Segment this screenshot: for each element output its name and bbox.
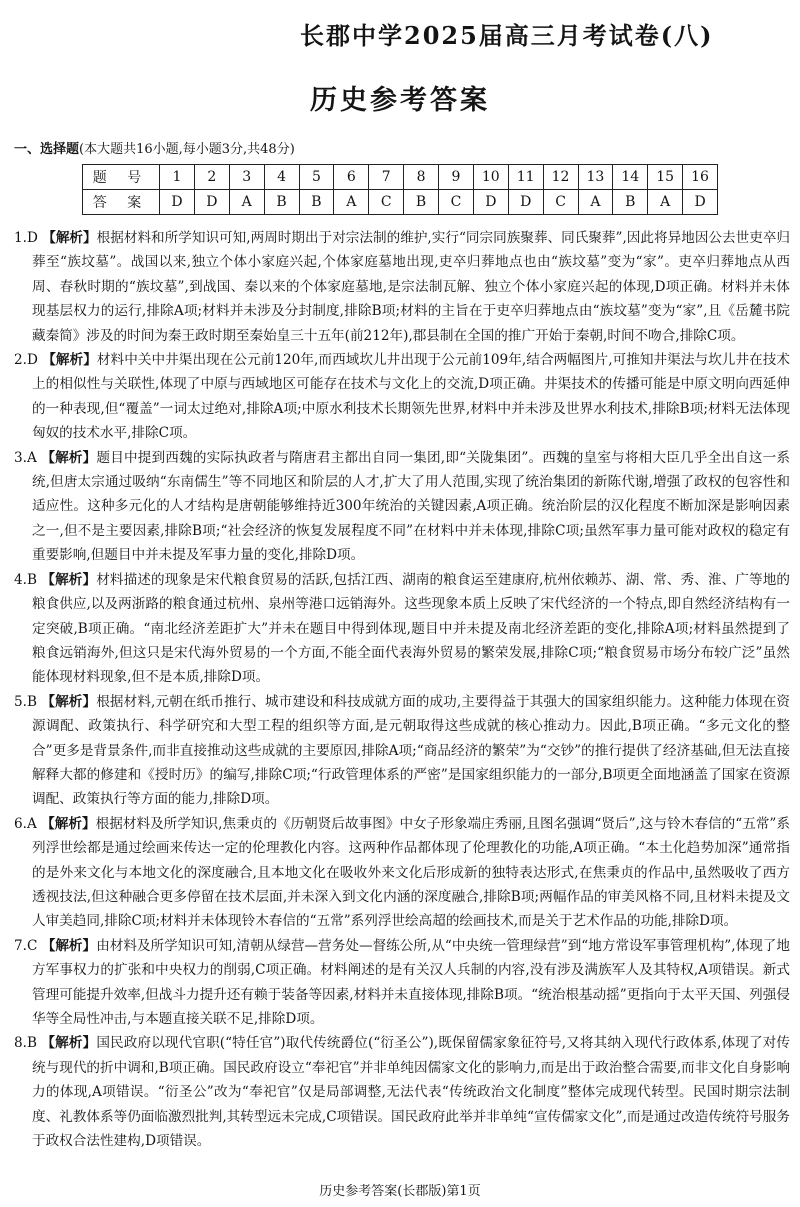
answer-cell: B xyxy=(613,190,648,215)
analysis-text: 根据材料和所学知识可知,两周时期出于对宗法制的维护,实行“同宗同族聚葬、同氏聚葬”,因此将异地因公去世吏卒归葬至“族坟墓”。战国以来,独立个体小家庭兴起,个体家庭墓地出现,吏卒归葬地点也由“族坟墓”变为“家”。吏卒归葬地点从西周、春秋时期的“族坟墓”,到战国、秦以来的个体家庭墓地,是宗法制瓦解、独立个体小家庭兴起的体现,D项正确。材料并未体现基层权力的运行,排除A项;材料并未涉及分封制度,排除B项;材料的主旨在于吏卒归葬地点由“族坟墓”变为“家”,且《岳麓书院藏秦简》涉及的时间为秦王政时期至秦始皇三十五年(前212年),郡县制在全国的推广开始于秦朝,时间不吻合,排除C项。 xyxy=(32,230,791,344)
explanation-item xyxy=(14,226,790,348)
analysis-text: 题目中提到西魏的实际执政者与隋唐君主都出自同一集团,即“关陇集团”。西魏的皇室与将相大臣几乎全出自这一系统,但唐太宗通过吸纳“东南儒生”等不同地区和阶层的人才,扩大了用人范围,实现了统治集团的新陈代谢,增强了政权的包容性和适应性。这种多元化的人才结构是唐朝能够维持近300年统治的关键因素,A项正确。统治阶层的汉化程度不断加深是影响因素之一,但不是主要因素,排除B项;“社会经济的恢复发展程度不同”在材料中并未体现,排除C项;虽然军事力量可能对政权的稳定有重要影响,但题目中并未提及军事力量的变化,排除D项。 xyxy=(32,449,791,564)
analysis-text: 由材料及所学知识可知,清朝从绿营—营务处—督练公所,从“中央统一管理绿营”到“地方常设军事管理机构”,体现了地方军事权力的扩张和中央权力的削弱,C项正确。材料阐述的是有关汉人兵制的内容,没有涉及满族军人及其特权,A项错误。新式管理可能提升效率,但战斗力提升还有赖于装备等因素,材料并未直接体现,排除B项。“统治根基动摇”更指向于太平天国、列强侵华等全局性冲击,与本题直接关联不足,排除D项。 xyxy=(32,937,790,1027)
question-answer-number: 4.B xyxy=(14,571,37,588)
analysis-tag: 【解析】 xyxy=(42,230,97,246)
explanation-item xyxy=(14,348,790,446)
question-answer-number: 1.D xyxy=(14,230,38,246)
answer-cell: A xyxy=(648,190,683,215)
explanation-item xyxy=(14,934,790,1032)
question-number: 2 xyxy=(194,165,229,190)
question-number: 1 xyxy=(160,165,195,190)
question-number: 13 xyxy=(578,165,613,190)
answer-cell: B xyxy=(264,190,299,215)
section-note: (本大题共16小题,每小题3分,共48分) xyxy=(79,142,295,157)
question-number-row xyxy=(83,165,718,190)
analysis-tag: 【解析】 xyxy=(41,1035,97,1052)
question-number: 14 xyxy=(613,165,648,190)
answer-cell: A xyxy=(578,190,613,215)
analysis-text: 材料中关中井渠出现在公元前120年,而西域坎儿井出现于公元前109年,结合两幅图片,可推知井渠法与坎儿井在技术上的相似性与关联性,体现了中原与西域地区可能存在技术与文化上的交流,D项正确。井渠技术的传播可能是中原文明向西延伸的一种表现,但“覆盖”一词太过绝对,排除A项;中原水利技术长期领先世界,材料中并未涉及世界水利技术,排除B项;材料无法体现匈奴的技术水平,排除C项。 xyxy=(32,352,791,442)
answer-cell: D xyxy=(194,190,229,215)
answer-cell: A xyxy=(229,190,264,215)
answer-cell: D xyxy=(160,190,195,215)
answer-row xyxy=(83,190,718,215)
explanation-item xyxy=(14,568,790,690)
document-title: 历史参考答案 xyxy=(310,85,490,116)
explanation-item xyxy=(14,446,790,568)
answer-cell: D xyxy=(508,190,543,215)
answer-cell: B xyxy=(299,190,334,215)
section-heading xyxy=(14,138,784,157)
question-number: 15 xyxy=(648,165,683,190)
row-label-answers: 答 案 xyxy=(83,190,160,215)
answer-cell: A xyxy=(334,190,369,215)
question-answer-number: 6.A xyxy=(14,815,37,832)
explanation-list xyxy=(14,226,790,1153)
answer-cell: B xyxy=(404,190,439,215)
analysis-text: 根据材料,元朝在纸币推行、城市建设和科技成就方面的成功,主要得益于其强大的国家组织能力。这种能力体现在资源调配、政策执行、科学研究和大型工程的组织等方面,是元朝取得这些成就的核心推动力。因此,B项正确。“多元文化的整合”更多是背景条件,而非直接推动这些成就的主要原因,排除A项;“商品经济的繁荣”为“交钞”的推行提供了经济基础,但无法直接解释大都的修建和《授时历》的编写,排除C项;“行政管理体系的严密”是国家组织能力的一部分,B项更全面地涵盖了国家在资源调配、政策执行等方面的能力,排除D项。 xyxy=(32,693,791,808)
page-footer: 历史参考答案(长郡版)第1页 xyxy=(319,1184,481,1199)
explanation-item xyxy=(14,1031,790,1153)
question-number: 3 xyxy=(229,165,264,190)
question-number: 5 xyxy=(299,165,334,190)
question-number: 12 xyxy=(543,165,578,190)
analysis-text: 国民政府以现代官职(“特任官”)取代传统爵位(“衍圣公”),既保留儒家象征符号,又将其纳入现代行政体系,体现了对传统与现代的折中调和,B项正确。国民政府设立“奉祀官”并非单纯因儒家文化的影响力,而是出于政治整合需要,而非文化自身影响力的体现,A项错误。“衍圣公”改为“奉祀官”仅是局部调整,无法代表“传统政治文化制度”整体完成现代转型。民国时期宗法制度、礼教体系等仍面临激烈批判,其转型远未完成,C项错误。国民政府此举并非单纯“宣传儒家文化”,而是通过改造传统符号服务于政权合法性建构,D项错误。 xyxy=(32,1035,790,1150)
analysis-tag: 【解析】 xyxy=(41,815,96,832)
question-answer-number: 3.A xyxy=(14,449,37,466)
answer-cell: C xyxy=(439,190,474,215)
question-answer-number: 2.D xyxy=(14,352,38,369)
explanation-item xyxy=(14,690,790,812)
analysis-tag: 【解析】 xyxy=(42,352,97,369)
question-number: 4 xyxy=(264,165,299,190)
answer-key-table xyxy=(82,164,718,215)
analysis-text: 根据材料及所学知识,焦秉贞的《历朝贤后故事图》中女子形象端庄秀丽,且图名强调“贤后”,这与铃木春信的“五常”系列浮世绘都是通过绘画来传达一定的伦理教化内容。这两种作品都体现了伦理教化的功能,A项正确。“本土化趋势加深”通常指的是外来文化与本地文化的深度融合,且本地文化在吸收外来文化后形成新的独特表达形式,在焦秉贞的作品中,虽然吸收了西方透视技法,但这种融合更多停留在技术层面,并未深入到文化内涵的深度融合,排除B项;两幅作品的审美风格不同,且材料未提及文人审美趋同,排除C项;材料并未体现铃木春信的“五常”系列浮世绘高超的绘画技术,而是关于艺术作品的功能,排除D项。 xyxy=(32,815,790,930)
question-number: 7 xyxy=(369,165,404,190)
question-answer-number: 5.B xyxy=(14,693,37,710)
question-answer-number: 8.B xyxy=(14,1035,37,1052)
answer-cell: C xyxy=(543,190,578,215)
analysis-tag: 【解析】 xyxy=(41,449,97,466)
question-number: 6 xyxy=(334,165,369,190)
answer-cell: D xyxy=(683,190,718,215)
question-number: 16 xyxy=(683,165,718,190)
analysis-tag: 【解析】 xyxy=(41,693,97,710)
exam-header-title: 长郡中学2025届高三月考试卷(八) xyxy=(300,21,714,50)
answer-cell: C xyxy=(369,190,404,215)
answer-cell: D xyxy=(473,190,508,215)
question-answer-number: 7.C xyxy=(14,937,38,954)
analysis-text: 材料描述的现象是宋代粮食贸易的活跃,包括江西、湖南的粮食运至建康府,杭州依赖苏、湖、常、秀、淮、广等地的粮食供应,以及两浙路的粮食通过杭州、泉州等港口远销海外。这些现象本质上反映了宋代经济的一个特点,即自然经济结构有一定突破,B项正确。“南北经济差距扩大”并未在题目中得到体现,题目中并未提及南北经济差距的变化,排除A项;材料虽然提到了粮食远销海外,但这只是宋代海外贸易的一个方面,不能全面代表海外贸易的繁荣发展,排除C项;“粮食贸易市场分布较广泛”虽然能体现材料现象,但不是本质,排除D项。 xyxy=(32,571,791,686)
question-number: 10 xyxy=(473,165,508,190)
analysis-tag: 【解析】 xyxy=(41,571,97,588)
question-number: 11 xyxy=(508,165,543,190)
row-label-numbers: 题 号 xyxy=(83,165,160,190)
explanation-item xyxy=(14,812,790,934)
analysis-tag: 【解析】 xyxy=(41,937,97,954)
question-number: 8 xyxy=(404,165,439,190)
section-label: 一、选择题 xyxy=(14,142,80,157)
question-number: 9 xyxy=(439,165,474,190)
